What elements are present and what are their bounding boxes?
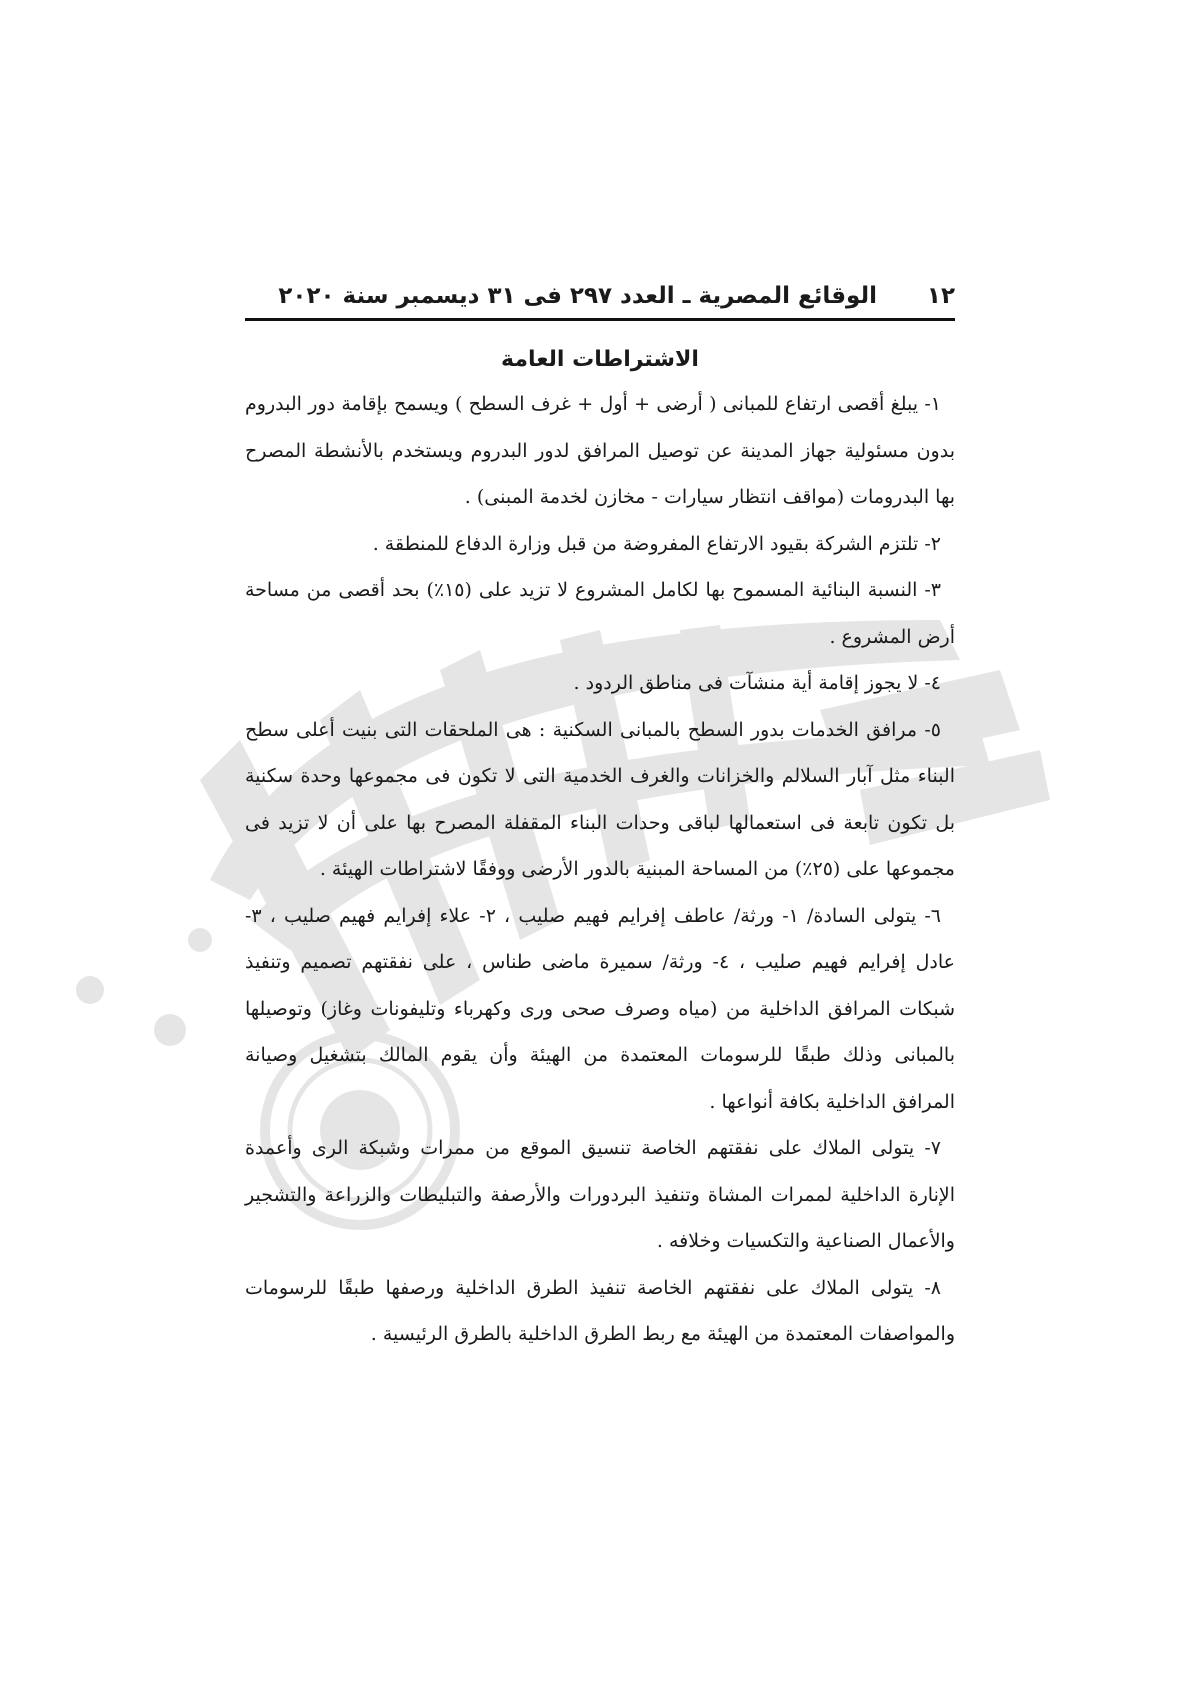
section-title: الاشتراطات العامة: [501, 347, 699, 372]
clause-8: ٨- يتولى الملاك على نفقتهم الخاصة تنفيذ الطرق الداخلية ورصفها طبقًا للرسومات والمواصفات المعتمدة من الهيئة مع ربط الطرق الداخلية بالطرق الرئيسية .: [245, 1276, 955, 1345]
clause-7: ٧- يتولى الملاك على نفقتهم الخاصة تنسيق الموقع من ممرات وشبكة الرى وأعمدة الإنارة الداخلية لممرات المشاة وتنفيذ البردورات والأرصفة والتبليطات والزراعة والتشجير والأعمال الصناعية والتكسيات وخلافه .: [245, 1137, 955, 1252]
page-header: [245, 278, 955, 316]
page-number: ١٢: [926, 283, 955, 309]
clause-4: ٤- لا يجوز إقامة أية منشآت فى مناطق الردود .: [573, 672, 941, 694]
clause-6: ٦- يتولى السادة/ ١- ورثة/ عاطف إفرايم فهيم صليب ، ٢- علاء إفرايم فهيم صليب ، ٣- عادل إفرايم فهيم صليب ، ٤- ورثة/ سميرة ماضى طناس ، على نفقتهم تصميم وتنفيذ شبكات المرافق الداخلية من (مياه وصرف صحى ورى وكهرباء وتليفونات وغاز) وتوصيلها بالمبانى وذلك طبقًا للرسومات المعتمدة من الهيئة وأن يقوم المالك بتشغيل وصيانة المرافق الداخلية بكافة أنواعها .: [245, 904, 955, 1113]
gazette-title: الوقائع المصرية ـ العدد ٢٩٧ فى ٣١ ديسمبر سنة ٢٠٢٠: [278, 283, 877, 309]
clause-1: ١- يبلغ أقصى ارتفاع للمبانى ( أرضى + أول + غرف السطح ) ويسمح بإقامة دور البدروم بدون مسئولية جهاز المدينة عن توصيل المرافق لدور البدروم ويستخدم بالأنشطة المصرح بها البدرومات (مواقف انتظار سيارات - مخازن لخدمة المبنى) .: [245, 393, 955, 508]
document-page: [245, 278, 955, 1358]
header-divider: [245, 318, 955, 321]
clause-5: ٥- مرافق الخدمات بدور السطح بالمبانى السكنية : هى الملحقات التى بنيت أعلى سطح البناء مثل آبار السلالم والخزانات والغرف الخدمية التى لا تكون فى مجموعها وحدة سكنية بل تكون تابعة فى استعمالها لباقى وحدات البناء المقفلة المصرح بها على أن لا تزيد فى مجموعها على (٢٥٪) من المساحة المبنية بالدور الأرضى ووفقًا لاشتراطات الهيئة .: [245, 718, 955, 880]
clause-2: ٢- تلتزم الشركة بقيود الارتفاع المفروضة من قبل وزارة الدفاع للمنطقة .: [372, 532, 941, 555]
clause-3: ٣- النسبة البنائية المسموح بها لكامل المشروع لا تزيد على (١٥٪) بحد أقصى من مساحة أرض المشروع .: [245, 579, 955, 648]
